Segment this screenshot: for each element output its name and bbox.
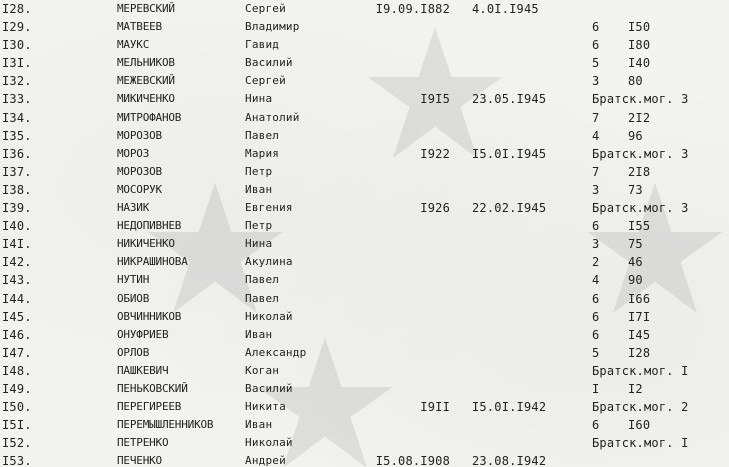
record-location-1: I xyxy=(592,381,600,396)
record-location-1: 7 xyxy=(592,164,600,179)
record-row xyxy=(0,398,729,416)
record-row xyxy=(0,18,729,36)
record-first-name: Петр xyxy=(245,219,273,233)
record-birth-date: I926 xyxy=(420,201,450,216)
record-number: I48. xyxy=(2,363,32,378)
record-first-name: Евгения xyxy=(245,201,293,215)
record-surname: МОРОЗ xyxy=(117,146,150,160)
record-birth-date: I9II xyxy=(420,400,450,415)
record-location-2: I80 xyxy=(628,38,651,53)
record-row xyxy=(0,127,729,145)
record-burial-note: Братск.мог. 3 xyxy=(592,146,689,161)
record-surname: НАЗИК xyxy=(117,201,150,215)
record-row xyxy=(0,380,729,398)
record-number: I45. xyxy=(2,309,32,324)
record-location-2: I55 xyxy=(628,219,651,234)
record-location-2: I60 xyxy=(628,418,651,433)
record-number: I34. xyxy=(2,110,32,125)
record-first-name: Анатолий xyxy=(245,110,300,124)
record-location-2: I66 xyxy=(628,291,651,306)
record-location-2: 96 xyxy=(628,128,643,143)
record-death-date: 23.05.I945 xyxy=(472,92,547,107)
record-location-1: 5 xyxy=(592,345,600,360)
record-number: I40. xyxy=(2,219,32,234)
record-row xyxy=(0,452,729,467)
record-location-2: I50 xyxy=(628,20,651,35)
record-surname: МАУКС xyxy=(117,38,150,52)
record-first-name: Николай xyxy=(245,436,293,450)
record-number: I32. xyxy=(2,74,32,89)
record-surname: МИКИЧЕНКО xyxy=(117,92,175,106)
record-row xyxy=(0,434,729,452)
record-row xyxy=(0,36,729,54)
record-death-date: I5.0I.I945 xyxy=(472,146,547,161)
record-first-name: Нина xyxy=(245,237,273,251)
record-first-name: Сергей xyxy=(245,2,286,15)
record-number: I5I. xyxy=(2,418,32,433)
record-burial-note: Братск.мог. 2 xyxy=(592,400,689,415)
record-first-name: Иван xyxy=(245,418,273,432)
record-surname: ПЕРЕГИРЕЕВ xyxy=(117,400,182,414)
record-death-date: I5.0I.I942 xyxy=(472,400,547,415)
record-number: I52. xyxy=(2,436,32,451)
record-row xyxy=(0,271,729,289)
record-surname: ПЕЧЕНКО xyxy=(117,454,162,467)
record-location-2: I45 xyxy=(628,327,651,342)
record-location-1: 4 xyxy=(592,128,600,143)
record-surname: ПЕРЕМЫШЛЕННИКОВ xyxy=(117,418,214,432)
record-row xyxy=(0,416,729,434)
record-number: I4I. xyxy=(2,237,32,252)
record-burial-note: Братск.мог. 3 xyxy=(592,201,689,216)
record-surname: ОВЧИННИКОВ xyxy=(117,309,182,323)
record-death-date: 23.08.I942 xyxy=(472,454,547,467)
record-surname: ОРЛОВ xyxy=(117,345,150,359)
record-location-2: I2 xyxy=(628,381,643,396)
record-first-name: Мария xyxy=(245,146,280,160)
record-surname: ПЕТРЕНКО xyxy=(117,436,169,450)
record-first-name: Нина xyxy=(245,92,273,106)
record-number: I36. xyxy=(2,146,32,161)
record-surname: МОСОРУК xyxy=(117,182,162,196)
record-burial-note: Братск.мог. I xyxy=(592,436,689,451)
record-first-name: Петр xyxy=(245,164,273,178)
record-row xyxy=(0,217,729,235)
record-surname: ПАШКЕВИЧ xyxy=(117,363,169,377)
record-first-name: Коган xyxy=(245,363,280,377)
record-first-name: Акулина xyxy=(245,255,293,269)
record-burial-note: Братск.мог. 3 xyxy=(592,92,689,107)
record-surname: МЕЖЕВСКИЙ xyxy=(117,74,175,88)
record-row xyxy=(0,54,729,72)
record-location-2: 73 xyxy=(628,182,643,197)
record-surname: ОБИОВ xyxy=(117,291,150,305)
record-death-date: 4.0I.I945 xyxy=(472,2,539,16)
record-number: I47. xyxy=(2,345,32,360)
record-location-2: 2I8 xyxy=(628,164,651,179)
record-first-name: Сергей xyxy=(245,74,286,88)
record-first-name: Никита xyxy=(245,400,286,414)
record-location-1: 7 xyxy=(592,110,600,125)
record-location-2: I7I xyxy=(628,309,651,324)
record-number: I53. xyxy=(2,454,32,467)
record-row xyxy=(0,308,729,326)
record-location-2: 80 xyxy=(628,74,643,89)
record-birth-date: I9.09.I882 xyxy=(375,2,450,16)
record-first-name: Владимир xyxy=(245,20,300,34)
record-surname: МОРОЗОВ xyxy=(117,128,162,142)
record-first-name: Иван xyxy=(245,182,273,196)
record-location-1: 3 xyxy=(592,237,600,252)
record-row xyxy=(0,163,729,181)
record-location-1: 4 xyxy=(592,273,600,288)
record-number: I28. xyxy=(2,2,32,16)
record-row xyxy=(0,362,729,380)
record-location-1: 2 xyxy=(592,255,600,270)
record-first-name: Гавид xyxy=(245,38,280,52)
record-location-1: 6 xyxy=(592,38,600,53)
record-location-1: 6 xyxy=(592,219,600,234)
record-number: I46. xyxy=(2,327,32,342)
record-first-name: Павел xyxy=(245,273,280,287)
record-surname: НИКРАШИНОВА xyxy=(117,255,188,269)
record-row xyxy=(0,199,729,217)
record-surname: МЕЛЬНИКОВ xyxy=(117,56,175,70)
record-first-name: Иван xyxy=(245,327,273,341)
record-surname: МОРОЗОВ xyxy=(117,164,162,178)
record-location-1: 3 xyxy=(592,182,600,197)
record-location-2: I40 xyxy=(628,56,651,71)
record-row xyxy=(0,145,729,163)
record-burial-note: Братск.мог. I xyxy=(592,363,689,378)
record-number: I50. xyxy=(2,400,32,415)
record-birth-date: I922 xyxy=(420,146,450,161)
record-number: I3I. xyxy=(2,56,32,71)
record-surname: НЕДОПИВНЕВ xyxy=(117,219,182,233)
record-first-name: Павел xyxy=(245,128,280,142)
record-death-date: 22.02.I945 xyxy=(472,201,547,216)
record-surname: ПЕНЬКОВСКИЙ xyxy=(117,381,188,395)
record-location-2: 75 xyxy=(628,237,643,252)
record-first-name: Павел xyxy=(245,291,280,305)
record-first-name: Василий xyxy=(245,56,293,70)
record-location-1: 6 xyxy=(592,20,600,35)
record-surname: НУТИН xyxy=(117,273,150,287)
record-number: I44. xyxy=(2,291,32,306)
record-number: I37. xyxy=(2,164,32,179)
record-row xyxy=(0,72,729,90)
record-location-1: 6 xyxy=(592,418,600,433)
record-surname: МИТРОФАНОВ xyxy=(117,110,182,124)
record-number: I42. xyxy=(2,255,32,270)
record-location-1: 6 xyxy=(592,291,600,306)
record-row xyxy=(0,0,729,18)
record-location-2: 90 xyxy=(628,273,643,288)
record-birth-date: I9I5 xyxy=(420,92,450,107)
record-row xyxy=(0,344,729,362)
record-surname: МЕРЕВСКИЙ xyxy=(117,2,175,15)
record-location-1: 3 xyxy=(592,74,600,89)
record-number: I35. xyxy=(2,128,32,143)
record-first-name: Александр xyxy=(245,345,307,359)
record-first-name: Андрей xyxy=(245,454,286,467)
record-number: I43. xyxy=(2,273,32,288)
record-location-1: 6 xyxy=(592,309,600,324)
record-row xyxy=(0,235,729,253)
record-row xyxy=(0,290,729,308)
record-location-2: 2I2 xyxy=(628,110,651,125)
record-row xyxy=(0,109,729,127)
record-number: I38. xyxy=(2,182,32,197)
record-number: I29. xyxy=(2,20,32,35)
record-location-2: I28 xyxy=(628,345,651,360)
record-number: I30. xyxy=(2,38,32,53)
record-location-2: 46 xyxy=(628,255,643,270)
record-number: I49. xyxy=(2,381,32,396)
record-location-1: 6 xyxy=(592,327,600,342)
record-surname: МАТВЕЕВ xyxy=(117,20,162,34)
record-row xyxy=(0,90,729,108)
record-surname: ОНУФРИЕВ xyxy=(117,327,169,341)
record-birth-date: I5.08.I908 xyxy=(375,454,450,467)
record-first-name: Николай xyxy=(245,309,293,323)
record-row xyxy=(0,181,729,199)
record-surname: НИКИЧЕНКО xyxy=(117,237,175,251)
record-number: I33. xyxy=(2,92,32,107)
record-number: I39. xyxy=(2,201,32,216)
record-location-1: 5 xyxy=(592,56,600,71)
record-first-name: Василий xyxy=(245,381,293,395)
record-row xyxy=(0,253,729,271)
record-row xyxy=(0,326,729,344)
